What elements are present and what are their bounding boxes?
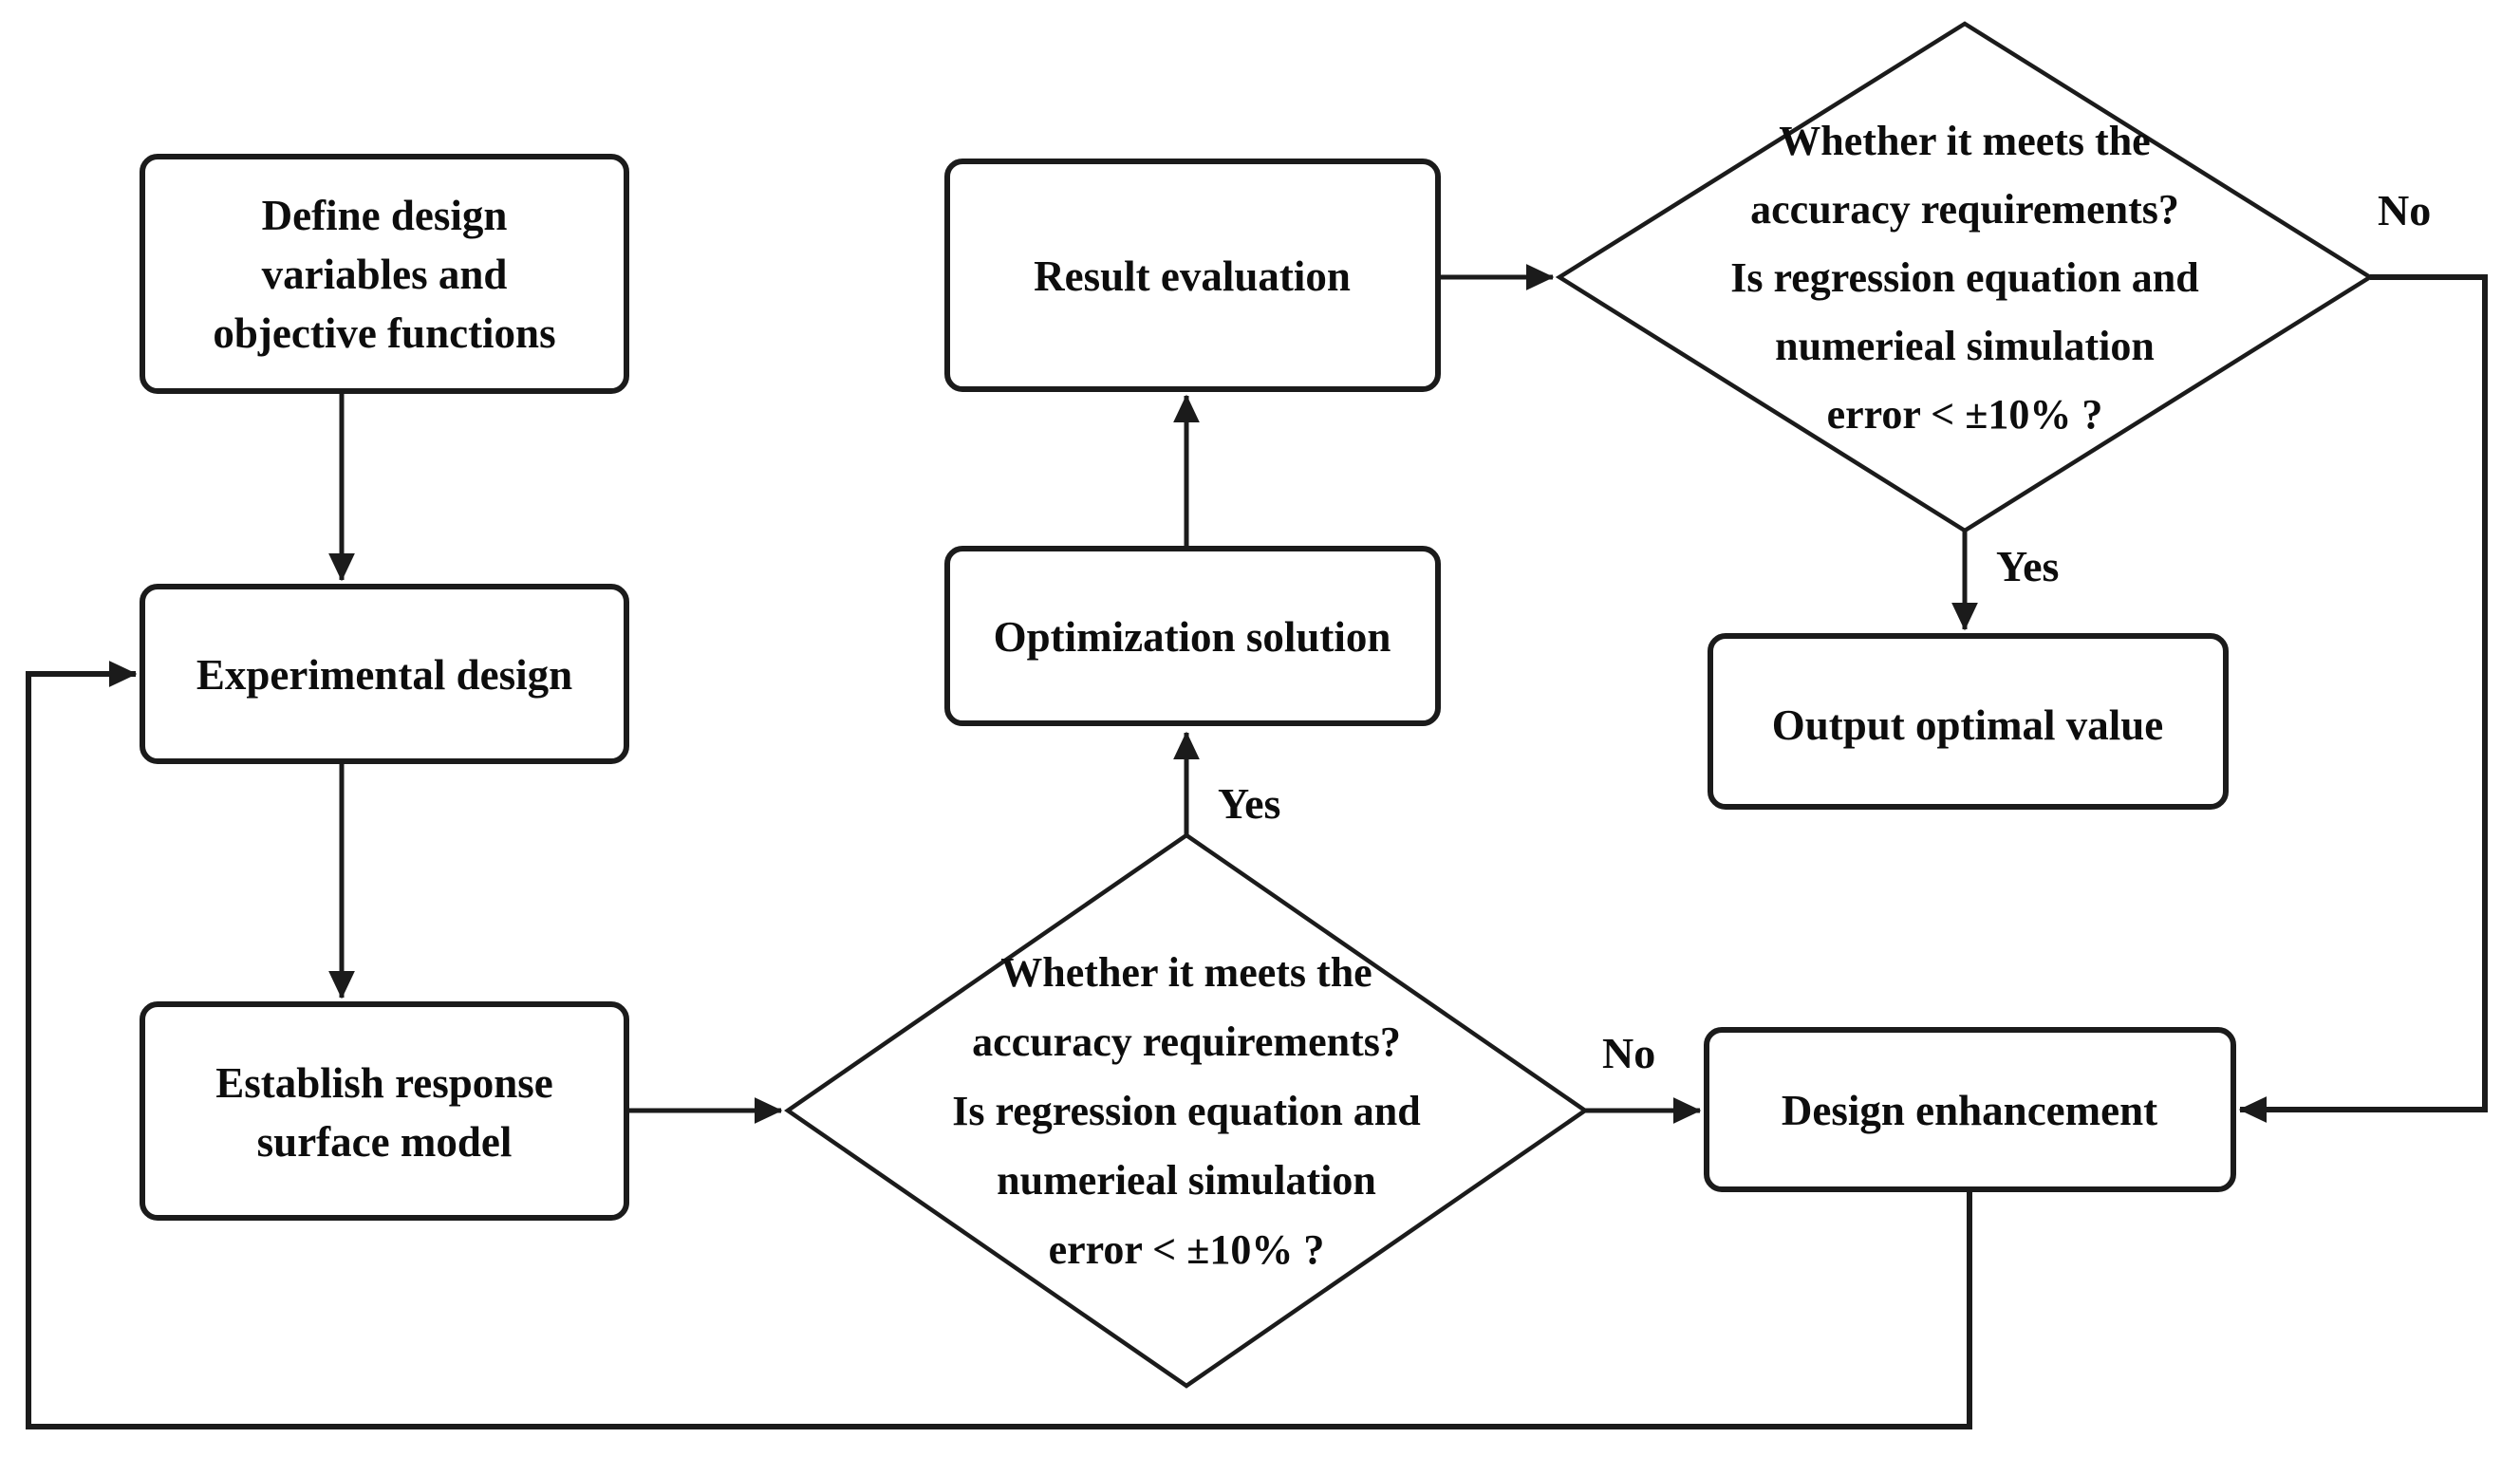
optimization-solution-box: [947, 549, 1438, 723]
output-optimal-value-box: [1710, 636, 2226, 807]
design-enhancement-box: [1707, 1030, 2233, 1189]
arrow-top-decision-no-to-design-enhancement: [2240, 277, 2485, 1110]
experimental-design-box: [142, 587, 626, 761]
top-decision-line3: Is regression equation and: [1730, 254, 2199, 301]
optimization-solution-box-label: Optimization solution: [993, 613, 1391, 661]
label-yes-top: Yes: [1996, 542, 2060, 590]
define-box: [142, 157, 626, 391]
label-no-top: No: [2378, 186, 2432, 234]
middle-decision-line5: error < ±10% ?: [1048, 1226, 1325, 1273]
middle-decision-line3: Is regression equation and: [952, 1088, 1421, 1134]
define-box-label-line3: objective functions: [213, 309, 556, 357]
output-optimal-value-box-label: Output optimal value: [1771, 701, 2164, 749]
top-decision-line4: numerieal simulation: [1775, 323, 2155, 369]
establish-response-box-label-line1: Establish response: [215, 1059, 553, 1107]
establish-response-box-shape: [142, 1004, 626, 1218]
top-decision-diamond: [1559, 24, 2370, 531]
result-evaluation-box-label: Result evaluation: [1034, 252, 1351, 300]
result-evaluation-box: [947, 161, 1438, 389]
establish-response-box: [142, 1004, 626, 1218]
middle-decision-line2: accuracy requirements?: [972, 1018, 1401, 1065]
label-yes-middle: Yes: [1218, 779, 1281, 828]
top-decision-line5: error < ±10% ?: [1826, 391, 2103, 438]
establish-response-box-label-line2: surface model: [256, 1118, 513, 1166]
design-enhancement-box-label: Design enhancement: [1781, 1087, 2158, 1134]
define-box-label-line1: Define design: [261, 192, 508, 239]
experimental-design-box-label: Experimental design: [196, 651, 573, 699]
middle-decision-line4: numerieal simulation: [997, 1157, 1376, 1204]
middle-decision-line1: Whether it meets the: [1000, 949, 1372, 996]
label-no-middle: No: [1602, 1029, 1656, 1077]
top-decision-line1: Whether it meets the: [1779, 118, 2151, 164]
top-decision-line2: accuracy requirements?: [1750, 186, 2179, 233]
define-box-label-line2: variables and: [261, 251, 508, 298]
middle-decision-diamond: [788, 835, 1585, 1386]
